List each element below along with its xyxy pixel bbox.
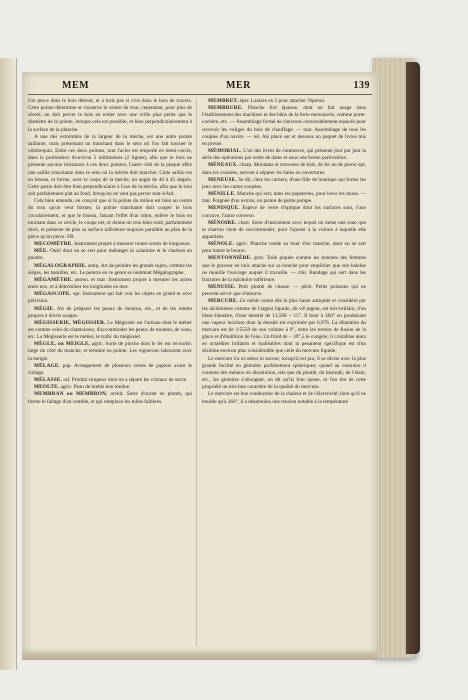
body-paragraph: Cela bien entendu, on conçoit que si la pointe du milieu est bien au centre du trou qu'on veut former, la pointe tranchante doit couper le bois circulairement, et que le biseau, faisant l'effet d'un rabot, enlève le bois en tournant dans ce cercle, le coupe net, et donne un trou bien rond, parfaitement droit, et présente de plus sa surface inférieure toujours parallèle au plan de la pièce qu'on perce. FR. (28, 198, 192, 240)
book-page (22, 72, 378, 654)
dictionary-entry (28, 320, 192, 341)
entry-definition: agric. Peau de brebis non tondue. (59, 384, 131, 391)
entry-headword: MÉGLE, ou MEIGLE. (34, 341, 91, 348)
entry-definition: Instrument propre à mesurer toutes sortes de longueurs. (72, 241, 191, 248)
entry-headword: MÉNOLE. (208, 241, 235, 248)
entry-headword: MÉNOIRE. (208, 219, 237, 226)
entry-headword: MÉNILLE. (208, 191, 236, 198)
dictionary-entry (28, 341, 192, 362)
right-column (202, 98, 366, 406)
dictionary-entry (202, 191, 366, 205)
header-rule (28, 94, 372, 95)
entry-definition: antiq. Art de peindre les grands sujets, comme les sièges, les batailles, etc. Le peintre en ce genre se nommait Mégalographe. (28, 262, 192, 276)
entry-headword: MÉGISSERIE, MÉGISSIER. (34, 319, 106, 326)
dictionary-entry (202, 148, 366, 162)
entry-definition: Art de préparer les peaux de mouton, etc., et de les rendre propres à divers usages. (28, 305, 192, 319)
body-paragraph: Le mercure n'a ni odeur ni saveur; lorsqu'il est pur, il se divise avec la plus grande facilité en globules parfaitement sphériques; quand au contraire il contient des métaux en dissolution, tels que du plomb, du bismuth, de l'étain, etc., les globules s'allongent, on dit qu'ils font queue, et l'on tire de cette propriété un très-bon caractère de la qualité du mercure. (202, 355, 366, 391)
entry-headword: MÉNEAUX. (208, 162, 239, 169)
dictionary-entry (202, 241, 366, 255)
entry-definition: charp. Montants et traverses de bois, de fer ou de pierre qui, dans les croisées, servent à séparer les baies ou ouvertures. (202, 162, 366, 176)
body-paragraph: A une des extrémités de la largeur de la mèche, est une autre pointe saillante, mais présentant un tranchant dans le sens où l'on fait tourner le vilebrequin. Entre ces deux pointes, tout l'acier est emporté en demi-cercle, dans la profondeur d'environ 5 millimètres (2 lignes), afin que le bois ne présente aucune résistance à ces deux pointes; l'autre côté de la plaque offre une saillie tranchante dans le sens où la mèche doit marcher. Cette saillie est en biseau, et forme, avec le corps de la mèche, un angle de 40 à 45 degrés. Cette partie doit être bien perpendiculaire à l'axe de la mèche, afin que le trou soit parfaitement plat au fond, lorsqu'on ne veut pas percer tout-à-fait. (28, 133, 192, 198)
dictionary-entry (202, 177, 366, 191)
entry-definition: L'un des livres de commerce, qui présente jour par jour la série des opérations par ordre de dates et sous une forme particulière. (202, 148, 366, 162)
body-paragraph: Le mercure est bon conducteur de la chaleur et de l'électricité; bien qu'il ne bouille qu'à 360°, il a néanmoins une tension notable à la température (202, 391, 366, 405)
entry-headword: MENEUSE. (208, 176, 237, 183)
entry-definition: Outil dont on se sert pour mélanger la calamine et le charbon en poudre. (28, 248, 192, 262)
entry-definition: raf. Produit sirupeux dont on a séparé les cristaux de sucre. (62, 377, 188, 384)
dictionary-entry (202, 105, 366, 148)
entry-headword: MEOLTE. (34, 384, 60, 391)
entry-headword: MEMBRAN ou MEMBRON. (34, 391, 108, 398)
dictionary-entry (202, 298, 366, 355)
entry-headword: MÉLAGE. (34, 362, 61, 369)
dictionary-entry (28, 377, 192, 384)
dictionary-entry (28, 363, 192, 377)
dictionary-entry (202, 255, 366, 284)
entry-definition: agric. Planche ronde au bout d'un manche, dont on se sert pour battre le beurre. (202, 241, 366, 255)
entry-headword: MECOMÈTRE. (34, 241, 73, 248)
dictionary-entry (28, 384, 192, 391)
entry-headword: MÉLASSE. (34, 377, 63, 384)
dictionary-entry (202, 284, 366, 298)
running-header (22, 80, 378, 94)
body-paragraph: l'on perce dans le bois debout, et à trois pas si c'est dans le bois de travers. Cette pointe détermine et conserve le centre du trou; cependant, pour plus de sûreté, on doit percer le bois en entier avec une vrille plus petite que le diamètre de la pointe, lorsque cela est possible, et bien perpendiculairement à la surface de la planche. (28, 98, 192, 133)
previous-page-edge (0, 58, 17, 670)
entry-headword: MENISQUE. (208, 205, 240, 212)
entry-definition: astron. et mar. Instrument propre à mesurer les astres entre eux, et à déterminer les longitudes en mer. (28, 276, 192, 291)
entry-definition: charr. Sorte d'instrument avec lequel on mène une roue que le charron vient de raccommoder, pour l'ajuster à la voiture à laquelle elle appartient. (202, 219, 366, 240)
header-center-word: MER (226, 80, 251, 91)
entry-definition: éper. Lanière en 5 pour attacher l'éperon. (238, 98, 326, 104)
page-number: 139 (353, 80, 370, 91)
left-column (28, 98, 192, 406)
entry-definition: Planche fort épaisse, dont on fait usage dans l'établissement des machines et des bâtis de la forte menuiserie, comme porte-cochère, etc. — Assemblage formé de chevrons convenablement espacés pour recevoir les voliges du bois de chauffage. — mar. Assemblage de tous les couples d'un navire. — rel. Ais placé sur et dessous un paquet de livres mis en presse. (202, 105, 366, 147)
entry-definition: Se dit, chez les cartiers, d'une fille de boutique qui forme les jeux avec les cartes coupées. (202, 176, 366, 190)
dictionary-entry (28, 291, 192, 305)
entry-definition: opt. Instrument qui fait voir les objets en grand et avec précision. (28, 291, 192, 305)
entry-headword: MÉGIE. (34, 305, 55, 312)
entry-headword: MERCURE. (208, 298, 239, 305)
dictionary-entry (28, 263, 192, 277)
book-cover-edge (406, 62, 420, 654)
entry-definition: Manche qui sert, dans les papeteries, pour lever les mises. — mar. Poignée d'un aviron, ou piston de petite pompe. (202, 191, 366, 205)
entry-definition: Espèce de verre d'optique dont les surfaces sont, l'une concave, l'autre convexe. (202, 205, 366, 219)
entry-headword: MÉGALOGRAPHIE. (34, 262, 87, 269)
entry-headword: MÉMORIAL. (208, 148, 242, 155)
entry-headword: MÉGAMÈTRE. (34, 276, 73, 283)
entry-headword: MEMBRET. (208, 98, 239, 104)
dictionary-entry (28, 391, 192, 405)
entry-headword: MENTONNIÈRE. (208, 255, 252, 262)
entry-definition: pap. Arrangement de plusieurs sortes de papiers avant le collage. (28, 362, 192, 376)
dictionary-entry (28, 306, 192, 320)
dictionary-entry (28, 248, 192, 262)
entry-definition: agric. Sorte de pioche dont le fer est recourbé, large du côté du manche, et terminé en pointe. Les vignerons labourent avec la meigle. (28, 341, 192, 362)
entry-headword: MEMBRURE. (208, 105, 243, 112)
dictionary-entry (28, 277, 192, 291)
entry-headword: MÉE. (34, 248, 49, 255)
entry-definition: Petit plomb de chasse. — pêch. Petits poissons qui ne peuvent servir que d'amorce. (202, 284, 366, 298)
entry-headword: MENUISE. (208, 284, 236, 291)
dictionary-entry (202, 220, 366, 241)
dictionary-entry (202, 162, 366, 176)
entry-definition: grav. Toile piquée comme les bonnets des femmes que le graveur en bois attache sur sa bouche pour empêcher que son haleine ne mouille l'ouvrage auquel il travaille. — chir. Bandage qui sert dans les fractures de la mâchoire inférieure. (202, 255, 366, 283)
dictionary-entry (202, 205, 366, 219)
entry-definition: Ce métal connu dès la plus haute antiquité et considéré par les alchimistes comme de l'argent liquide, du vif-argent, est très-brillant, d'un blanc-bleuâtre, d'une densité de 13,568 + 15°. Il bout à 360° en produisant une vapeur incolore dont la densité est exprimée par 6,976. La dilatation du mercure est de 1/5550 de son volume à 0°, entre les termes de fusion de la glace et d'ébullition de l'eau. Un froid de − 39°,5 le congèle; il cristallise alors en octaèdres brillants et malléables dont la pesanteur spécifique est d'un dixième environ plus considérable que celle du mercure liquide. (202, 298, 366, 355)
header-left-word: MEM (62, 80, 90, 91)
entry-headword: MÉGASCOPE. (34, 291, 72, 298)
column-divider (196, 98, 197, 646)
entry-definition: archit. Sorte d'ourlet en plomb, qui forme le faîtage d'un comble, et qui remplace les tuiles faîtières. (28, 391, 193, 405)
entry-definition: Le Mégissier est l'artisan dont le métier est comme celui du chamoiseur, d'accommoder les peaux de mouton, de veau, etc. La Mégisserie est le métier, le trafic du mégissier. (28, 319, 193, 341)
